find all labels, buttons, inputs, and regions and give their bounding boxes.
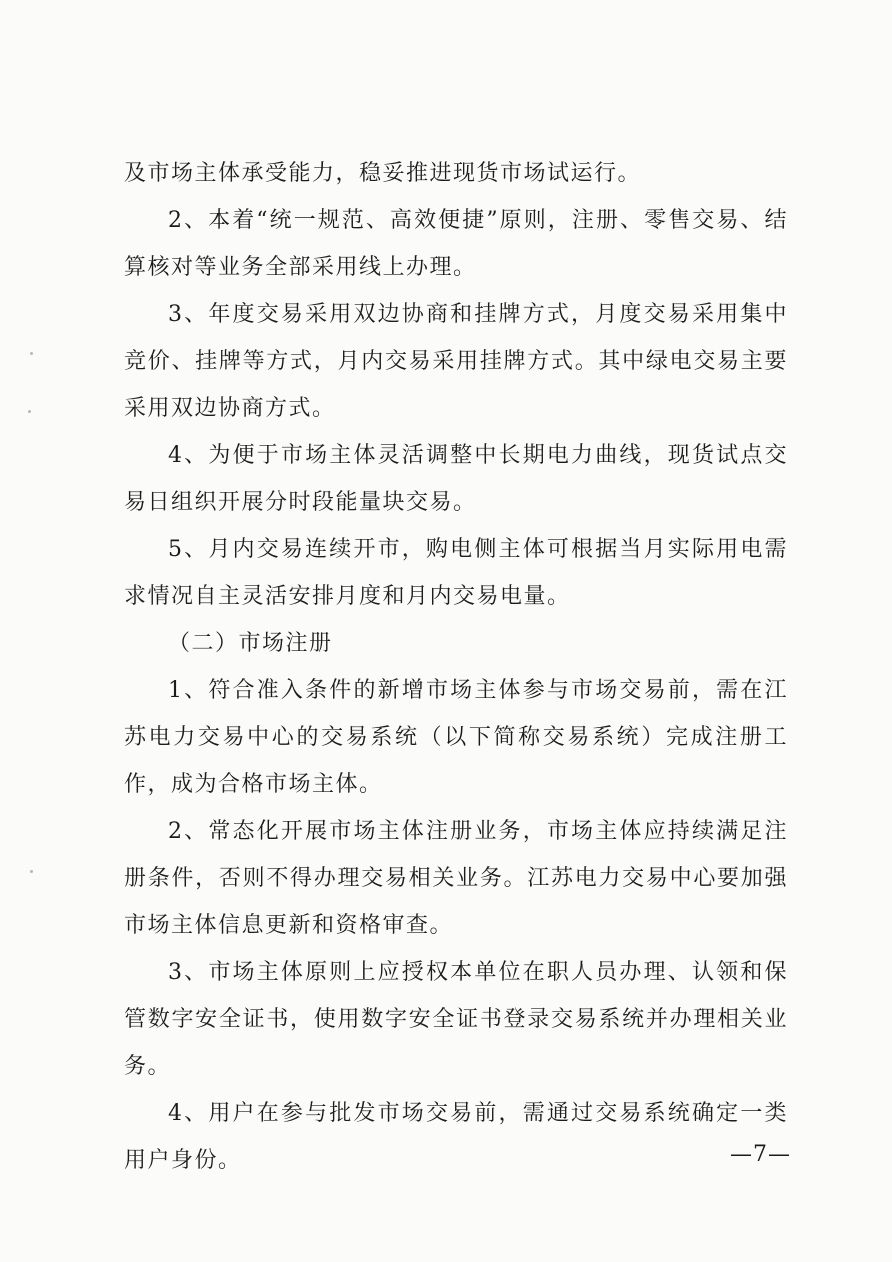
scan-speck: [28, 410, 31, 413]
paragraph-item-2: 2、本着“统一规范、高效便捷”原则，注册、零售交易、结算核对等业务全部采用线上办理。: [124, 208, 788, 280]
paragraph-item-4: 4、为便于市场主体灵活调整中长期电力曲线，现货试点交易日组织开展分时段能量块交易。: [124, 443, 788, 515]
paragraph-continuation: 及市场主体承受能力，稳妥推进现货市场试运行。: [124, 161, 642, 186]
document-body: [124, 150, 788, 1184]
registration-item-2: 2、常态化开展市场主体注册业务，市场主体应持续满足注册条件，否则不得办理交易相关业务。江苏电力交易中心要加强市场主体信息更新和资格审查。: [124, 819, 788, 938]
paragraph-item-3: 3、年度交易采用双边协商和挂牌方式，月度交易采用集中竞价、挂牌等方式，月内交易采用挂牌方式。其中绿电交易主要采用双边协商方式。: [124, 302, 788, 421]
section-heading-market-registration: （二）市场注册: [168, 631, 333, 656]
registration-item-1: 1、符合准入条件的新增市场主体参与市场交易前，需在江苏电力交易中心的交易系统（以下简称交易系统）完成注册工作，成为合格市场主体。: [124, 678, 788, 797]
scan-speck: [30, 870, 33, 873]
paragraph-item-5: 5、月内交易连续开市，购电侧主体可根据当月实际用电需求情况自主灵活安排月度和月内交易电量。: [124, 537, 788, 609]
page-number: —7—: [730, 1142, 791, 1167]
registration-item-3: 3、市场主体原则上应授权本单位在职人员办理、认领和保管数字安全证书，使用数字安全证书登录交易系统并办理相关业务。: [124, 960, 788, 1079]
scan-speck: [30, 352, 33, 355]
registration-item-4: 4、用户在参与批发市场交易前，需通过交易系统确定一类用户身份。: [124, 1101, 788, 1173]
